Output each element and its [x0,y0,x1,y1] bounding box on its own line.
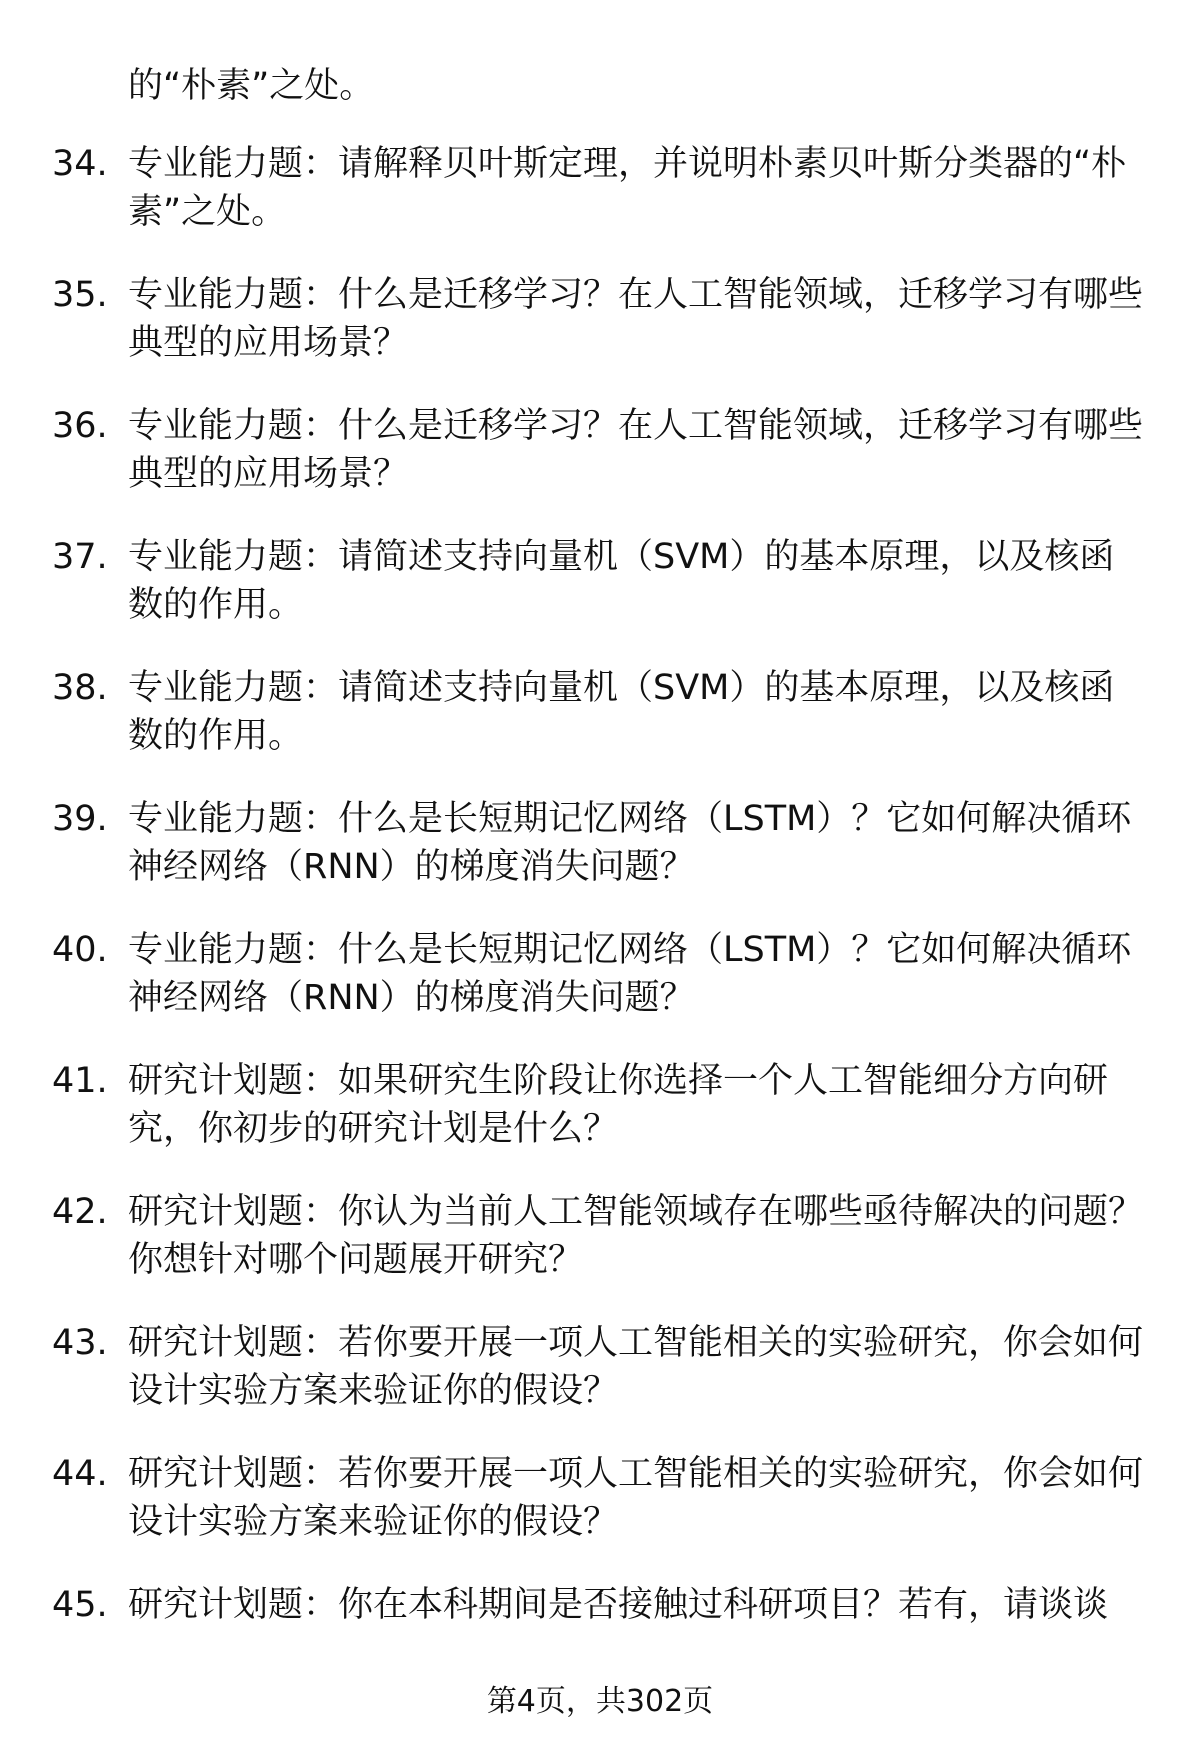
question-item [0,926,1200,1022]
page-footer: 第4页，共302页 [486,1684,714,1719]
question-item [0,1319,1200,1415]
question-text: 研究计划题：你认为当前人工智能领域存在哪些亟待解决的问题？你想针对哪个问题展开研究？ [128,1192,1144,1280]
question-item [0,271,1200,367]
question-item [0,1581,1200,1677]
question-number: 42. [52,1192,108,1232]
question-item [0,140,1200,236]
question-number: 34. [52,144,108,184]
question-number: 41. [52,1061,108,1101]
question-number: 37. [52,537,108,577]
question-item [0,795,1200,891]
question-list [0,140,1200,1712]
question-text: 研究计划题：你在本科期间是否接触过科研项目？若有，请谈谈 [128,1585,1109,1625]
question-text: 专业能力题：什么是迁移学习？在人工智能领域，迁移学习有哪些典型的应用场景？ [128,275,1144,363]
question-item [0,664,1200,760]
question-item [0,1057,1200,1153]
question-number: 44. [52,1454,108,1494]
question-text: 专业能力题：请简述支持向量机（SVM）的基本原理，以及核函数的作用。 [128,537,1115,625]
question-text: 专业能力题：什么是长短期记忆网络（LSTM）？它如何解决循环神经网络（RNN）的梯度消失问题？ [128,799,1132,887]
question-text: 专业能力题：请解释贝叶斯定理，并说明朴素贝叶斯分类器的“朴素”之处。 [128,144,1127,232]
question-text: 研究计划题：若你要开展一项人工智能相关的实验研究，你会如何设计实验方案来验证你的假设？ [128,1323,1144,1411]
question-text: 研究计划题：如果研究生阶段让你选择一个人工智能细分方向研究，你初步的研究计划是什么？ [128,1061,1109,1149]
question-number: 40. [52,930,108,970]
continuation-text: 的“朴素”之处。 [128,66,375,106]
question-text: 研究计划题：若你要开展一项人工智能相关的实验研究，你会如何设计实验方案来验证你的假设？ [128,1454,1144,1542]
question-item [0,1450,1200,1546]
question-number: 36. [52,406,108,446]
question-number: 38. [52,668,108,708]
question-number: 39. [52,799,108,839]
question-text: 专业能力题：什么是长短期记忆网络（LSTM）？它如何解决循环神经网络（RNN）的梯度消失问题？ [128,930,1132,1018]
question-text: 专业能力题：请简述支持向量机（SVM）的基本原理，以及核函数的作用。 [128,668,1115,756]
question-number: 45. [52,1585,108,1625]
question-text: 专业能力题：什么是迁移学习？在人工智能领域，迁移学习有哪些典型的应用场景？ [128,406,1144,494]
question-item [0,533,1200,629]
question-item [0,402,1200,498]
question-number: 35. [52,275,108,315]
question-item [0,1188,1200,1284]
question-number: 43. [52,1323,108,1363]
